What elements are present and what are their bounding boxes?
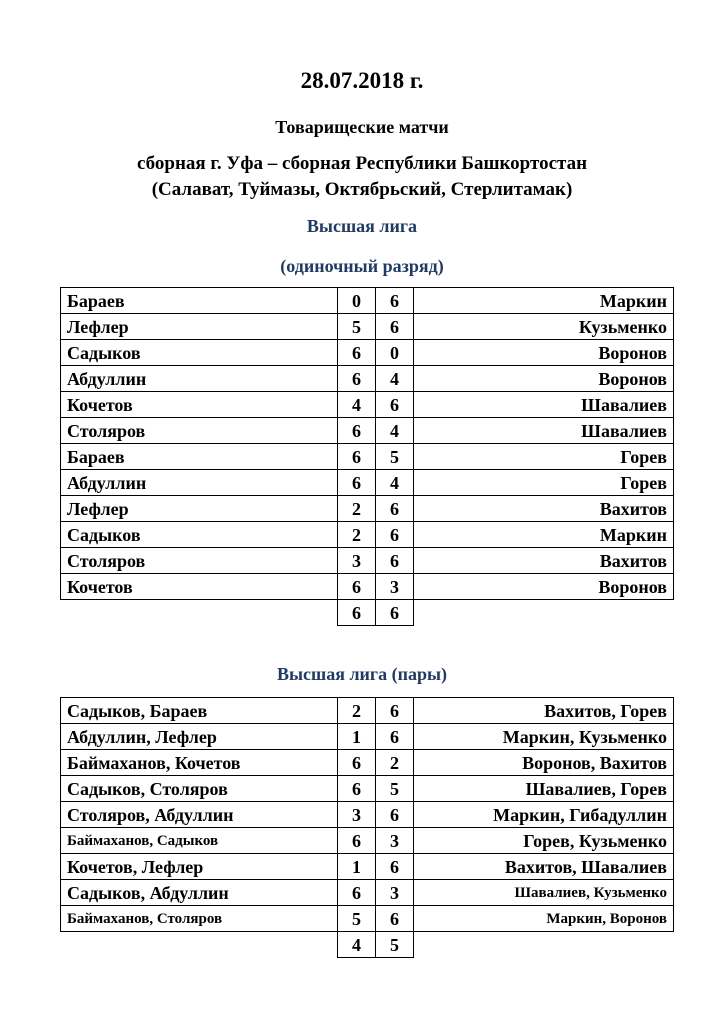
left-pair: Баймаханов, Столяров (61, 906, 338, 932)
left-score: 2 (338, 496, 376, 522)
right-score: 4 (376, 470, 414, 496)
right-pair: Маркин, Гибадуллин (414, 802, 674, 828)
right-player: Вахитов (414, 496, 674, 522)
left-player: Кочетов (61, 574, 338, 600)
right-score: 3 (376, 828, 414, 854)
total-left-score: 4 (338, 932, 376, 958)
table-row (61, 828, 674, 854)
left-score: 6 (338, 366, 376, 392)
total-left-score: 6 (338, 600, 376, 626)
total-row (61, 600, 674, 626)
right-player: Горев (414, 470, 674, 496)
right-player: Горев (414, 444, 674, 470)
left-pair: Абдуллин, Лефлер (61, 724, 338, 750)
right-player: Вахитов (414, 548, 674, 574)
left-player: Лефлер (61, 314, 338, 340)
table-row (61, 854, 674, 880)
table-row (61, 392, 674, 418)
page-date: 28.07.2018 г. (300, 68, 424, 93)
right-score: 6 (376, 724, 414, 750)
blank-cell (61, 600, 338, 626)
blank-cell (414, 600, 674, 626)
left-player: Бараев (61, 288, 338, 314)
table-row (61, 340, 674, 366)
right-player: Шавалиев (414, 392, 674, 418)
left-pair: Баймаханов, Кочетов (61, 750, 338, 776)
left-pair: Баймаханов, Садыков (61, 828, 338, 854)
right-score: 6 (376, 906, 414, 932)
left-pair: Садыков, Столяров (61, 776, 338, 802)
right-pair: Вахитов, Горев (414, 698, 674, 724)
right-score: 4 (376, 366, 414, 392)
right-pair: Шавалиев, Горев (414, 776, 674, 802)
right-score: 6 (376, 392, 414, 418)
table-row (61, 366, 674, 392)
singles-category-title: (одиночный разряд) (280, 256, 444, 276)
left-player: Столяров (61, 548, 338, 574)
right-pair: Шавалиев, Кузьменко (414, 880, 674, 906)
table-row (61, 288, 674, 314)
table-row (61, 522, 674, 548)
table-row (61, 444, 674, 470)
left-player: Столяров (61, 418, 338, 444)
table-row (61, 698, 674, 724)
cities-heading: (Салават, Туймазы, Октябрьский, Стерлитамак) (151, 179, 573, 200)
right-score: 5 (376, 776, 414, 802)
left-pair: Столяров, Абдуллин (61, 802, 338, 828)
table-row (61, 574, 674, 600)
right-score: 3 (376, 880, 414, 906)
total-right-score: 5 (376, 932, 414, 958)
page-subtitle: Товарищеские матчи (275, 117, 449, 137)
table-row (61, 418, 674, 444)
right-player: Кузьменко (414, 314, 674, 340)
left-score: 4 (338, 392, 376, 418)
table-row (61, 470, 674, 496)
left-score: 2 (338, 522, 376, 548)
right-player: Маркин (414, 522, 674, 548)
right-player: Воронов (414, 340, 674, 366)
right-score: 6 (376, 314, 414, 340)
table-row (61, 314, 674, 340)
left-score: 1 (338, 724, 376, 750)
right-pair: Маркин, Воронов (414, 906, 674, 932)
right-player: Шавалиев (414, 418, 674, 444)
right-score: 5 (376, 444, 414, 470)
table-row (61, 750, 674, 776)
right-score: 3 (376, 574, 414, 600)
table-row (61, 880, 674, 906)
right-score: 6 (376, 522, 414, 548)
left-score: 6 (338, 418, 376, 444)
right-player: Воронов (414, 574, 674, 600)
table-row (61, 802, 674, 828)
left-player: Абдуллин (61, 366, 338, 392)
left-pair: Кочетов, Лефлер (61, 854, 338, 880)
left-score: 6 (338, 828, 376, 854)
right-score: 6 (376, 548, 414, 574)
left-pair: Садыков, Бараев (61, 698, 338, 724)
right-pair: Маркин, Кузьменко (414, 724, 674, 750)
left-score: 3 (338, 548, 376, 574)
table-row (61, 776, 674, 802)
left-pair: Садыков, Абдуллин (61, 880, 338, 906)
right-pair: Горев, Кузьменко (414, 828, 674, 854)
right-score: 6 (376, 496, 414, 522)
right-score: 6 (376, 854, 414, 880)
left-score: 3 (338, 802, 376, 828)
doubles-league-title: Высшая лига (пары) (276, 664, 448, 684)
left-player: Садыков (61, 340, 338, 366)
table-row (61, 724, 674, 750)
right-score: 4 (376, 418, 414, 444)
teams-heading: сборная г. Уфа – сборная Республики Башкортостан (136, 153, 588, 174)
left-player: Бараев (61, 444, 338, 470)
total-right-score: 6 (376, 600, 414, 626)
left-score: 6 (338, 574, 376, 600)
blank-cell (61, 932, 338, 958)
left-score: 0 (338, 288, 376, 314)
right-pair: Вахитов, Шавалиев (414, 854, 674, 880)
right-score: 0 (376, 340, 414, 366)
left-score: 6 (338, 880, 376, 906)
left-player: Кочетов (61, 392, 338, 418)
left-score: 6 (338, 340, 376, 366)
right-pair: Воронов, Вахитов (414, 750, 674, 776)
right-score: 6 (376, 288, 414, 314)
doubles-results-table (60, 697, 674, 958)
right-player: Воронов (414, 366, 674, 392)
left-score: 5 (338, 314, 376, 340)
left-player: Лефлер (61, 496, 338, 522)
table-row (61, 496, 674, 522)
table-row (61, 548, 674, 574)
singles-results-table (60, 287, 674, 626)
left-score: 6 (338, 444, 376, 470)
right-player: Маркин (414, 288, 674, 314)
blank-cell (414, 932, 674, 958)
left-score: 1 (338, 854, 376, 880)
right-score: 6 (376, 698, 414, 724)
right-score: 2 (376, 750, 414, 776)
left-player: Абдуллин (61, 470, 338, 496)
left-score: 5 (338, 906, 376, 932)
right-score: 6 (376, 802, 414, 828)
left-player: Садыков (61, 522, 338, 548)
table-row (61, 906, 674, 932)
left-score: 6 (338, 776, 376, 802)
left-score: 6 (338, 750, 376, 776)
total-row (61, 932, 674, 958)
left-score: 2 (338, 698, 376, 724)
singles-league-title: Высшая лига (306, 216, 418, 236)
left-score: 6 (338, 470, 376, 496)
